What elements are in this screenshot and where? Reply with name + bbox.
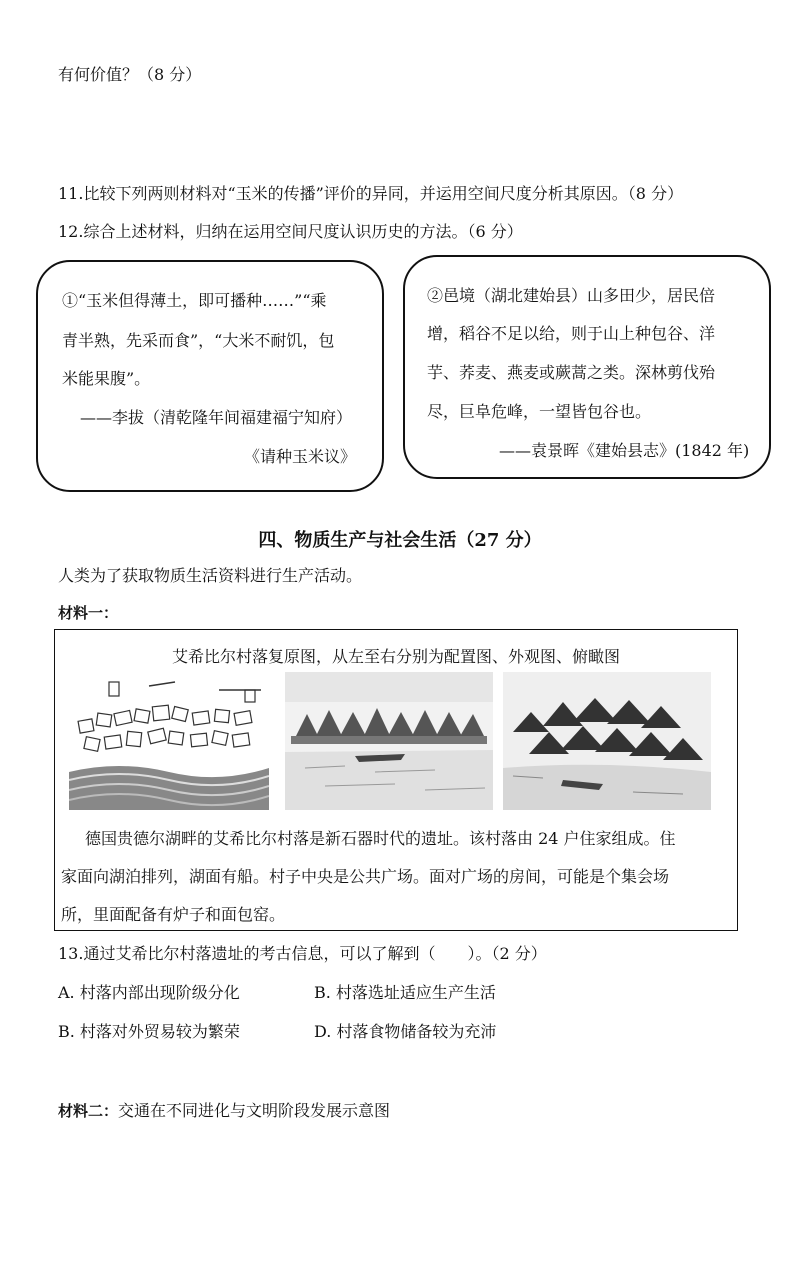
material1-para2: 家面向湖泊排列，湖面有船。村子中央是公共广场。面对广场的房间，可能是个集会场 xyxy=(61,867,670,886)
question-13: 13.通过艾希比尔村落遗址的考古信息，可以了解到（ ）。（2 分） xyxy=(58,944,547,963)
box1-line2: 青半熟，先采而食”，“大米不耐饥，包 xyxy=(62,331,335,350)
option-d[interactable]: D. 村落食物储备较为充沛 xyxy=(314,1022,497,1041)
material-box-2 xyxy=(403,255,771,479)
material1-box xyxy=(54,629,738,931)
material1-caption: 艾希比尔村落复原图，从左至右分别为配置图、外观图、俯瞰图 xyxy=(171,647,620,666)
box1-author: ——李拔（清乾隆年间福建福宁知府） xyxy=(80,408,353,427)
box2-line4: 尽，巨阜危峰，一望皆包谷也。 xyxy=(427,402,652,421)
section-intro: 人类为了获取物质生活资料进行生产活动。 xyxy=(58,566,363,585)
section-title: 四、物质生产与社会生活（27 分） xyxy=(258,530,542,551)
material1-para3: 所，里面配备有炉子和面包窑。 xyxy=(61,905,286,924)
material2-line xyxy=(58,1098,390,1121)
box2-line3: 芋、荞麦、燕麦或蕨蒿之类。深林剪伐殆 xyxy=(427,363,716,382)
box2-line1: ②邑境（湖北建始县）山多田少，居民倍 xyxy=(427,286,716,305)
option-a[interactable]: A. 村落内部出现阶级分化 xyxy=(58,983,240,1002)
village-aerial-view-image xyxy=(503,672,711,810)
question-11: 11.比较下列两则材料对“玉米的传播”评价的异同，并运用空间尺度分析其原因。（8 分） xyxy=(58,184,684,203)
option-b[interactable]: B. 村落选址适应生产生活 xyxy=(314,983,496,1002)
material2-text: 交通在不同进化与文明阶段发展示意图 xyxy=(118,1101,391,1120)
material1-para1: 德国贵德尔湖畔的艾希比尔村落是新石器时代的遗址。该村落由 24 户住家组成。住 xyxy=(85,829,676,848)
question-12: 12.综合上述材料，归纳在运用空间尺度认识历史的方法。（6 分） xyxy=(58,222,523,241)
box2-line2: 增，稻谷不足以给，则于山上种包谷、洋 xyxy=(427,324,716,343)
question-10-tail: 有何价值？（8 分） xyxy=(58,65,202,84)
material-box-1 xyxy=(36,260,384,492)
box2-author: ——袁景晖《建始县志》(1842 年) xyxy=(499,441,750,460)
material1-label: 材料一： xyxy=(58,604,119,622)
box1-source: 《请种玉米议》 xyxy=(244,447,357,466)
option-c[interactable]: B. 村落对外贸易较为繁荣 xyxy=(58,1022,240,1041)
material2-label: 材料二： xyxy=(58,1102,119,1120)
village-exterior-view-image xyxy=(285,672,493,810)
box1-line1: ①“玉米但得薄土，即可播种……”“乘 xyxy=(62,291,327,310)
box1-line3: 米能果腹”。 xyxy=(62,369,151,388)
village-layout-plan-image xyxy=(69,672,269,810)
